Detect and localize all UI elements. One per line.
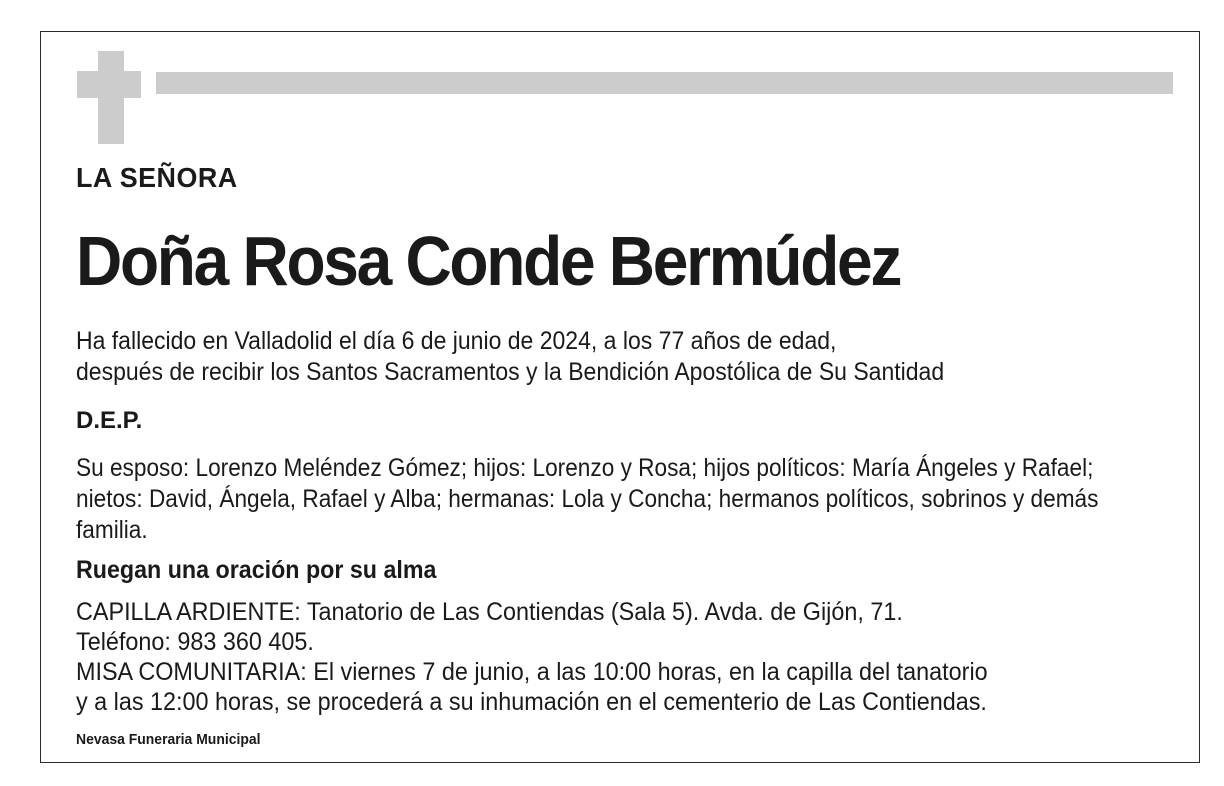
honorific: LA SEÑORA: [76, 162, 238, 193]
announcement-line-1: Ha fallecido en Valladolid el día 6 de junio de 2024, a los 77 años de edad,: [76, 327, 837, 355]
rip-abbreviation: D.E.P.: [76, 407, 143, 434]
cross-horizontal-bar: [77, 71, 141, 98]
service-line-mass: MISA COMUNITARIA: El viernes 7 de junio, a las 10:00 horas, en la capilla del tanatorio: [76, 658, 988, 686]
announcement-line-2: después de recibir los Santos Sacramentos y la Bendición Apostólica de Su Santidad: [76, 358, 945, 386]
header-rule: [156, 72, 1173, 94]
service-line-phone: Teléfono: 983 360 405.: [76, 628, 314, 656]
service-line-burial: y a las 12:00 horas, se procederá a su inhumación en el cementerio de Las Contiendas.: [76, 688, 987, 716]
family-list: Su esposo: Lorenzo Meléndez Gómez; hijos: Lorenzo y Rosa; hijos políticos: María Ángeles y Rafael; nietos: David, Ángela, Rafael y Alba; hermanas: Lola y Concha; hermanos políticos, sobrinos y demás familia.: [76, 454, 1099, 544]
service-line-wake: CAPILLA ARDIENTE: Tanatorio de Las Contiendas (Sala 5). Avda. de Gijón, 71.: [76, 598, 903, 626]
service-details: [76, 597, 988, 717]
funeral-home-credit: Nevasa Funeraria Municipal: [76, 731, 261, 748]
deceased-name: Doña Rosa Conde Bermúdez: [76, 222, 901, 300]
prayer-request: Ruegan una oración por su alma: [76, 556, 437, 584]
